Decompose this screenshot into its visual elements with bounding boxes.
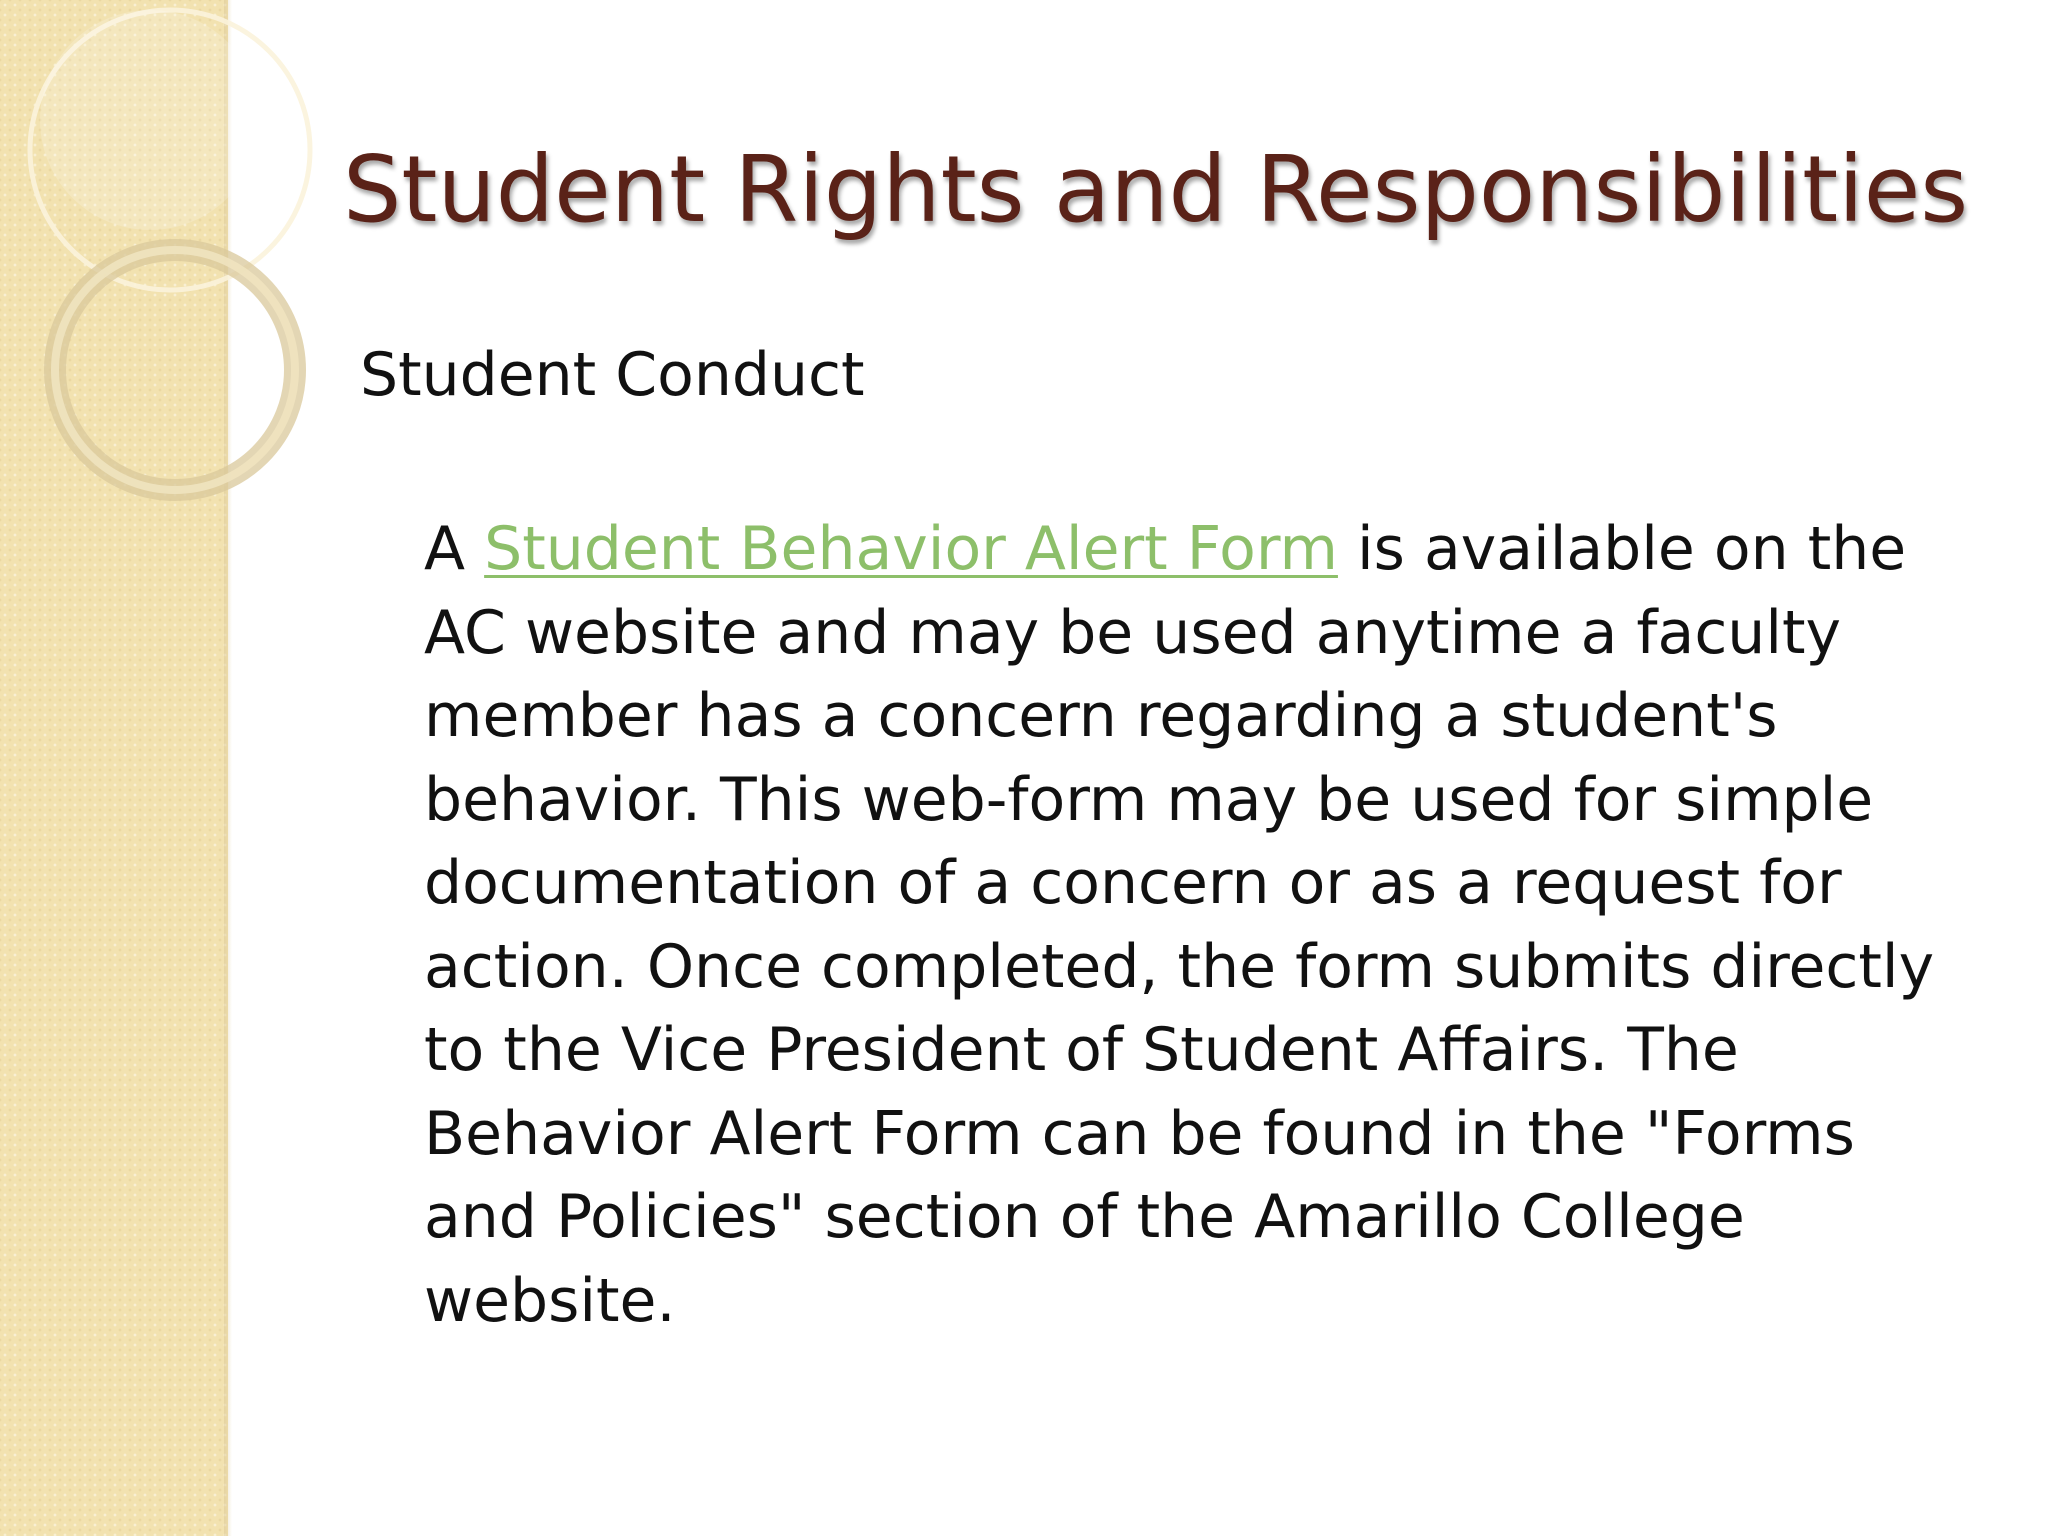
body-prefix: A [424,514,485,584]
slide-title: Student Rights and Responsibilities [343,136,1969,243]
body-line: documentation of a concern or as a request for [424,848,1842,918]
student-behavior-alert-form-link[interactable]: Student Behavior Alert Form [484,514,1338,584]
body-line-1 [424,508,2004,592]
ring-decoration-icon [0,0,240,520]
body-line: and Policies" section of the Amarillo College [424,1182,1745,1252]
body-line: behavior. This web-form may be used for simple [424,764,1874,835]
body-line: to the Vice President of Student Affairs. The [424,1015,1739,1085]
body-line: action. Once completed, the form submits directly [424,931,1935,1002]
body-line: AC website and may be used anytime a faculty [424,597,1842,668]
body-line: website. [424,1265,676,1336]
section-heading: Student Conduct [360,340,865,410]
body-line: Behavior Alert Form can be found in the "Forms [424,1098,1855,1169]
body-paragraph [424,508,2004,1343]
body-line: member has a concern regarding a student's [424,681,1778,751]
body-line-1-rest: is available on the [1337,514,1907,584]
